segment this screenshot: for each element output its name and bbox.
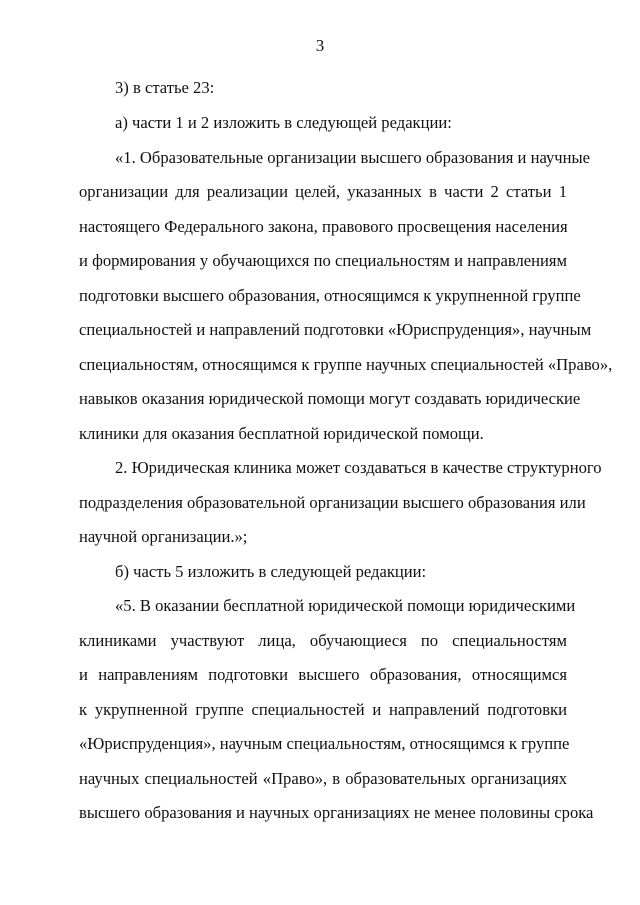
text-line: 2. Юридическая клиника может создаваться в качестве структурного	[115, 458, 602, 477]
text-line: клиники для оказания бесплатной юридической помощи.	[79, 424, 484, 443]
text-line: подготовки высшего образования, относящимся к укрупненной группе	[79, 286, 581, 305]
text-line: подразделения образовательной организации высшего образования или	[79, 493, 586, 512]
text-line: клиниками участвуют лица, обучающиеся по специальностям	[79, 631, 567, 650]
text-line: и направлениям подготовки высшего образования, относящимся	[79, 665, 567, 684]
text-line-item-b: б) часть 5 изложить в следующей редакции:	[115, 562, 427, 581]
text-line: высшего образования и научных организациях не менее половины срока	[79, 803, 594, 822]
text-line: «1. Образовательные организации высшего образования и научные	[115, 148, 591, 167]
text-line: настоящего Федерального закона, правового просвещения населения	[79, 217, 568, 236]
text-line: научной организации.»;	[79, 527, 248, 546]
text-line: навыков оказания юридической помощи могут создавать юридические	[79, 389, 581, 408]
text-line: специальностей и направлений подготовки «Юриспруденция», научным	[79, 320, 592, 339]
text-line: специальностям, относящимся к группе научных специальностей «Право»,	[79, 355, 613, 374]
text-line-item-a: а) части 1 и 2 изложить в следующей редакции:	[115, 113, 452, 132]
text-line: к укрупненной группе специальностей и направлений подготовки	[79, 700, 567, 719]
text-line-item-3: 3) в статье 23:	[115, 78, 215, 97]
text-line: и формирования у обучающихся по специальностям и направлениям	[79, 251, 567, 270]
text-line: «5. В оказании бесплатной юридической помощи юридическими	[115, 596, 576, 615]
text-line: организации для реализации целей, указанных в части 2 статьи 1	[79, 182, 567, 201]
text-line: «Юриспруденция», научным специальностям, относящимся к группе	[79, 734, 570, 753]
page-number: 3	[315, 36, 325, 55]
text-line: научных специальностей «Право», в образовательных организациях	[79, 769, 567, 788]
